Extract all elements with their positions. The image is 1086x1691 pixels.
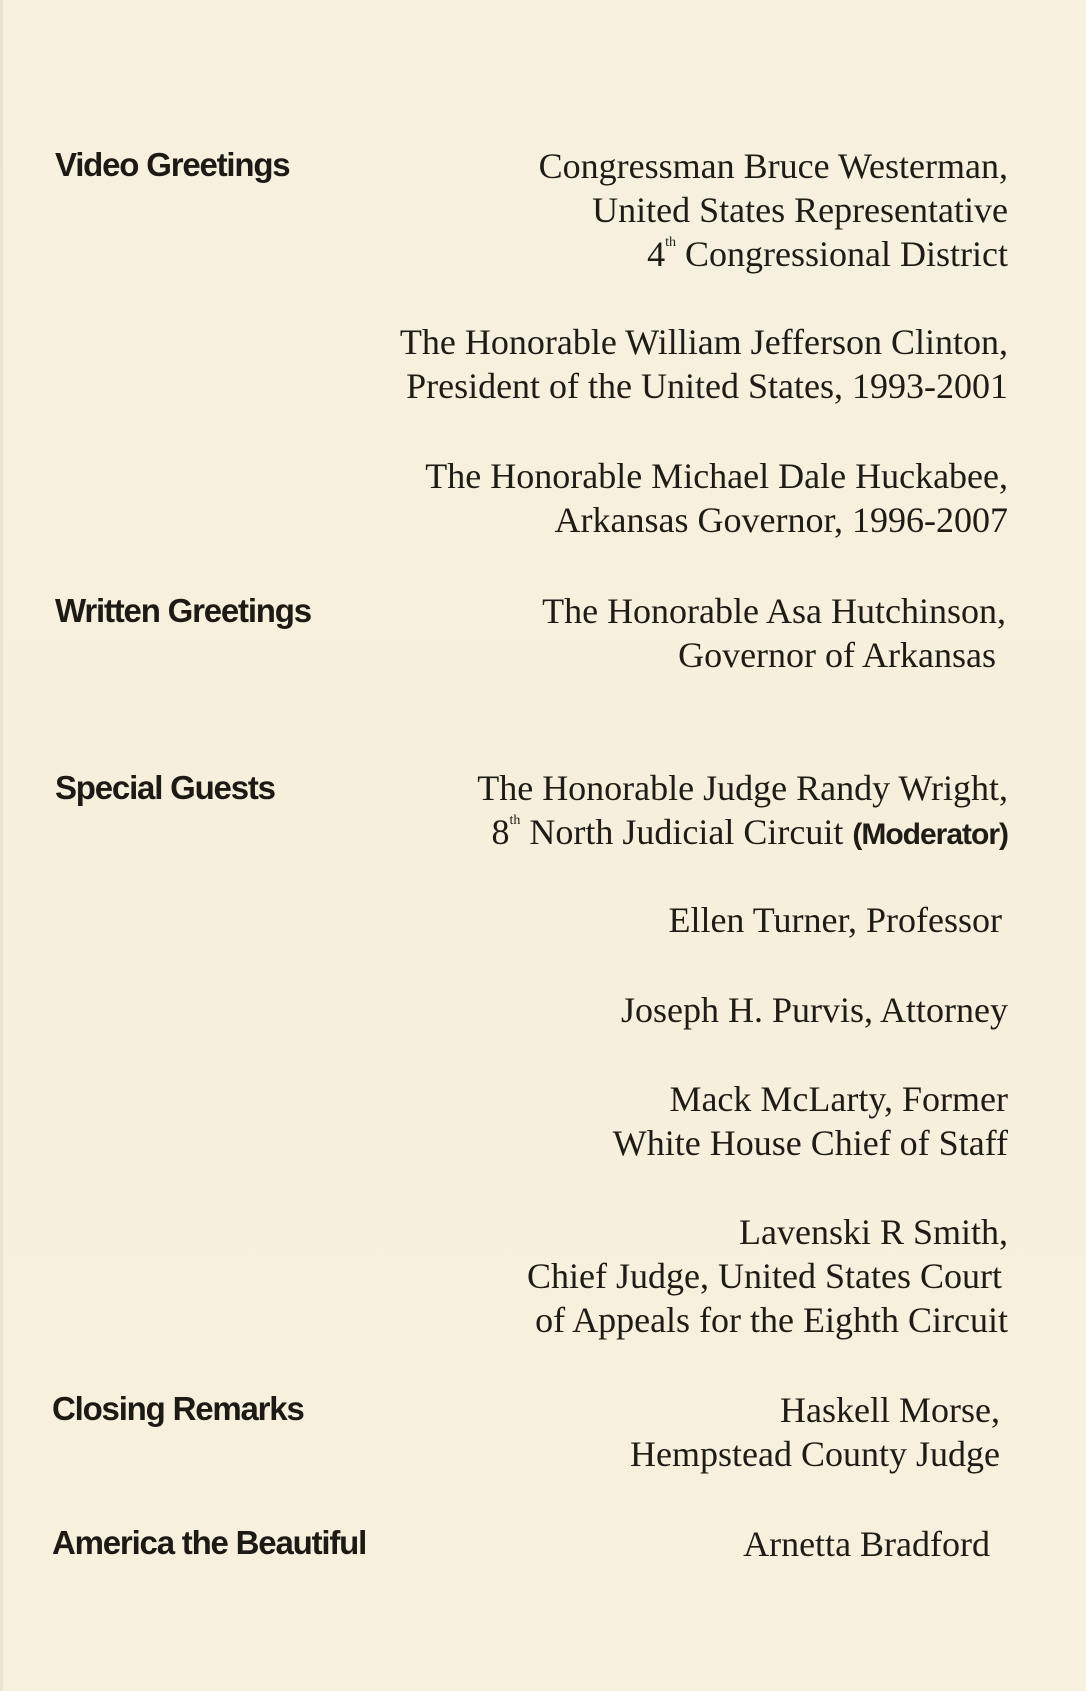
entry-turner <box>668 898 1002 942</box>
entry-line: President of the United States, 1993-2001 <box>406 366 1008 406</box>
entry-line: Hempstead County Judge <box>630 1434 1000 1474</box>
entry-mclarty <box>613 1077 1008 1165</box>
entry-clinton <box>400 320 1008 408</box>
entry-line: Mack McLarty, Former <box>669 1079 1008 1119</box>
entry-line: The Honorable Asa Hutchinson, <box>542 591 1006 631</box>
section-label-written-greetings: Written Greetings <box>55 592 311 629</box>
entry-line: Congressman Bruce Westerman, <box>538 146 1008 186</box>
entry-bradford <box>743 1522 990 1566</box>
entry-line: The Honorable Judge Randy Wright, <box>477 768 1008 808</box>
entry-line <box>477 810 1008 857</box>
entry-smith <box>527 1210 1008 1342</box>
entry-line: The Honorable Michael Dale Huckabee, <box>425 456 1008 496</box>
section-label-closing-remarks: Closing Remarks <box>52 1390 304 1427</box>
moderator-tag: (Moderator) <box>852 818 1008 851</box>
entry-line: United States Representative <box>592 190 1008 230</box>
scan-edge <box>0 0 3 1691</box>
entry-line: The Honorable William Jefferson Clinton, <box>399 322 1008 362</box>
entry-line: White House Chief of Staff <box>612 1123 1008 1163</box>
ordinal-suffix: th <box>509 813 521 828</box>
entry-line: of Appeals for the Eighth Circuit <box>535 1300 1008 1340</box>
entry-hutchinson <box>542 589 1006 677</box>
entry-purvis <box>621 988 1008 1032</box>
section-label-america-the-beautiful: America the Beautiful <box>52 1524 367 1561</box>
entry-wright <box>477 766 1008 857</box>
entry-line: Ellen Turner, Professor <box>668 900 1002 940</box>
entry-line: Governor of Arkansas <box>678 635 996 675</box>
entry-line: Arkansas Governor, 1996-2007 <box>554 500 1008 540</box>
entry-line: Joseph H. Purvis, Attorney <box>621 990 1008 1030</box>
entry-line: Arnetta Bradford <box>743 1524 990 1564</box>
section-label-video-greetings: Video Greetings <box>55 146 290 183</box>
ordinal-number: 8 <box>491 812 510 852</box>
entry-line: Chief Judge, United States Court <box>527 1256 1002 1296</box>
entry-morse <box>630 1388 1000 1476</box>
ordinal-number: 4 <box>647 234 666 274</box>
ordinal-suffix: th <box>665 235 677 250</box>
entry-line <box>539 232 1008 276</box>
entry-huckabee <box>425 454 1008 542</box>
entry-line-rest: North Judicial Circuit <box>520 812 853 852</box>
entry-line: Lavenski R Smith, <box>739 1212 1008 1252</box>
entry-westerman <box>539 144 1008 276</box>
entry-line: Haskell Morse, <box>780 1390 1000 1430</box>
entry-line-rest: Congressional District <box>676 234 1008 274</box>
section-label-special-guests: Special Guests <box>55 769 275 806</box>
